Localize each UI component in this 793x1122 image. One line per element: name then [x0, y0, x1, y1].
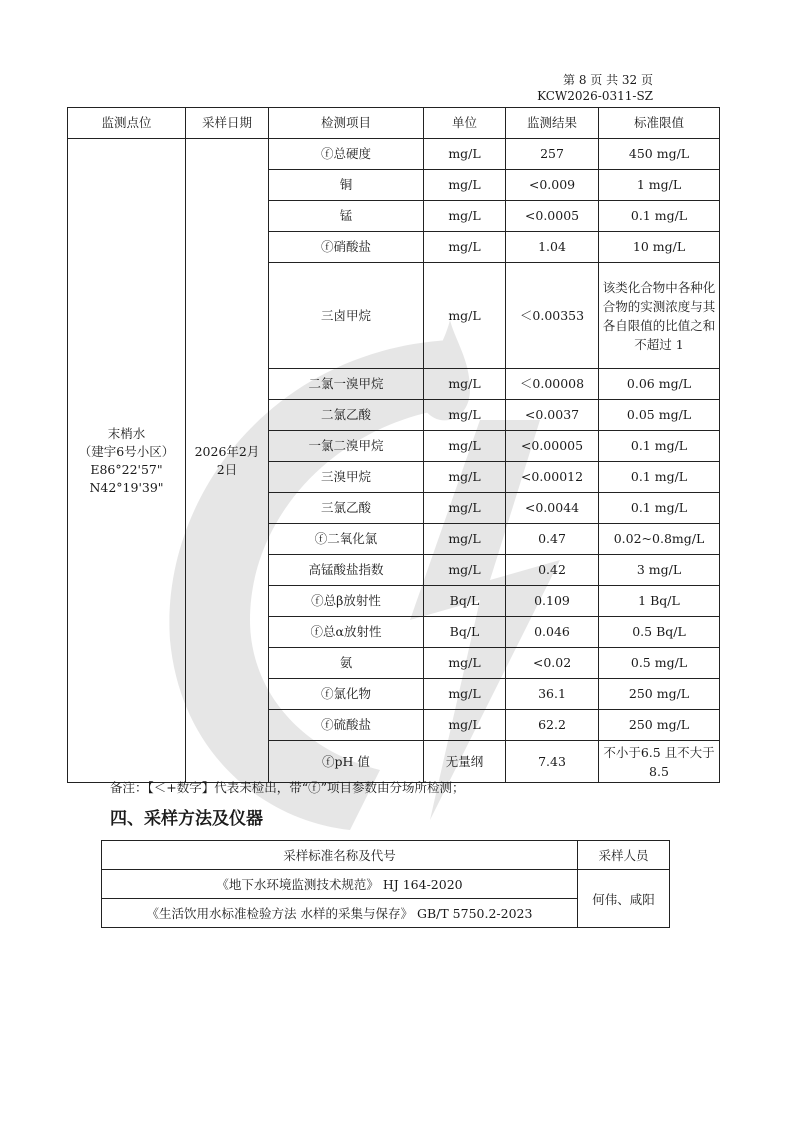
col-header-date: 采样日期 — [186, 108, 269, 139]
results-table — [67, 107, 720, 783]
item-cell: ⓕpH 值 — [269, 741, 424, 783]
unit-cell: mg/L — [424, 462, 506, 493]
result-cell: 0.046 — [506, 617, 599, 648]
limit-cell: 1 mg/L — [599, 170, 720, 201]
limit-cell: 0.1 mg/L — [599, 431, 720, 462]
table-row — [68, 139, 720, 170]
unit-cell: mg/L — [424, 139, 506, 170]
col-header-standard: 采样标准名称及代号 — [102, 841, 578, 870]
limit-cell: 0.1 mg/L — [599, 493, 720, 524]
sampling-methods-table — [101, 840, 670, 928]
unit-cell: mg/L — [424, 400, 506, 431]
personnel-cell: 何伟、咸阳 — [578, 870, 670, 928]
unit-cell: Bq/L — [424, 586, 506, 617]
item-cell: ⓕ硝酸盐 — [269, 232, 424, 263]
result-cell: <0.0005 — [506, 201, 599, 232]
item-cell: ⓕ硫酸盐 — [269, 710, 424, 741]
methods-header-row — [102, 841, 670, 870]
unit-cell: mg/L — [424, 555, 506, 586]
col-header-item: 检测项目 — [269, 108, 424, 139]
site-cell — [68, 139, 186, 783]
unit-cell: mg/L — [424, 679, 506, 710]
site-longitude: E86°22'57" — [90, 461, 163, 477]
standard-cell: 《地下水环境监测技术规范》 HJ 164-2020 — [102, 870, 578, 899]
col-header-limit: 标准限值 — [599, 108, 720, 139]
site-latitude: N42°19'39" — [89, 479, 164, 495]
result-cell: 7.43 — [506, 741, 599, 783]
unit-cell: mg/L — [424, 201, 506, 232]
result-cell: 0.42 — [506, 555, 599, 586]
item-cell: 三卤甲烷 — [269, 263, 424, 369]
limit-cell: 3 mg/L — [599, 555, 720, 586]
table-row — [102, 870, 670, 899]
unit-cell: 无量纲 — [424, 741, 506, 783]
item-cell: ⓕ氯化物 — [269, 679, 424, 710]
limit-cell: 不小于6.5 且不大于 8.5 — [599, 741, 720, 783]
unit-cell: mg/L — [424, 431, 506, 462]
date-cell — [186, 139, 269, 783]
limit-cell: 0.1 mg/L — [599, 201, 720, 232]
col-header-unit: 单位 — [424, 108, 506, 139]
table-note: 备注：【＜+数字】代表未检出，带“ⓕ”项目参数由分场所检测； — [110, 780, 465, 795]
limit-cell: 0.06 mg/L — [599, 369, 720, 400]
unit-cell: mg/L — [424, 648, 506, 679]
item-cell: 二氯一溴甲烷 — [269, 369, 424, 400]
col-header-result: 监测结果 — [506, 108, 599, 139]
item-cell: 二氯乙酸 — [269, 400, 424, 431]
result-cell: <0.00005 — [506, 431, 599, 462]
result-cell: <0.0037 — [506, 400, 599, 431]
limit-cell: 250 mg/L — [599, 710, 720, 741]
site-address: （建宇6号小区） — [78, 443, 175, 459]
item-cell: ⓕ总硬度 — [269, 139, 424, 170]
report-number: KCW2026-0311-SZ — [537, 89, 653, 103]
unit-cell: mg/L — [424, 170, 506, 201]
page-header — [537, 72, 653, 104]
unit-cell: Bq/L — [424, 617, 506, 648]
table-header-row — [68, 108, 720, 139]
limit-cell: 0.02~0.8mg/L — [599, 524, 720, 555]
result-cell: 1.04 — [506, 232, 599, 263]
unit-cell: mg/L — [424, 524, 506, 555]
sample-date-line2: 2日 — [216, 461, 238, 477]
limit-cell: 10 mg/L — [599, 232, 720, 263]
item-cell: ⓕ总α放射性 — [269, 617, 424, 648]
result-cell: 0.109 — [506, 586, 599, 617]
item-cell: ⓕ总β放射性 — [269, 586, 424, 617]
unit-cell: mg/L — [424, 710, 506, 741]
standard-cell: 《生活饮用水标准检验方法 水样的采集与保存》 GB/T 5750.2-2023 — [102, 899, 578, 928]
item-cell: 三氯乙酸 — [269, 493, 424, 524]
limit-cell: 0.05 mg/L — [599, 400, 720, 431]
unit-cell: mg/L — [424, 493, 506, 524]
page-info: 第 8 页 共 32 页 — [563, 73, 653, 87]
limit-cell: 0.1 mg/L — [599, 462, 720, 493]
limit-cell: 1 Bq/L — [599, 586, 720, 617]
result-cell: 0.47 — [506, 524, 599, 555]
section-title: 四、采样方法及仪器 — [110, 809, 263, 829]
item-cell: ⓕ二氧化氯 — [269, 524, 424, 555]
unit-cell: mg/L — [424, 369, 506, 400]
item-cell: 铜 — [269, 170, 424, 201]
result-cell: 257 — [506, 139, 599, 170]
result-cell: <0.00012 — [506, 462, 599, 493]
limit-cell: 0.5 Bq/L — [599, 617, 720, 648]
limit-cell: 该类化合物中各种化合物的实测浓度与其各自限值的比值之和不超过 1 — [599, 263, 720, 369]
item-cell: 三溴甲烷 — [269, 462, 424, 493]
limit-cell: 0.5 mg/L — [599, 648, 720, 679]
result-cell: <0.0044 — [506, 493, 599, 524]
item-cell: 锰 — [269, 201, 424, 232]
limit-cell: 450 mg/L — [599, 139, 720, 170]
result-cell: 36.1 — [506, 679, 599, 710]
result-cell: ＜0.00008 — [506, 369, 599, 400]
result-cell: <0.02 — [506, 648, 599, 679]
limit-cell: 250 mg/L — [599, 679, 720, 710]
unit-cell: mg/L — [424, 263, 506, 369]
sample-date-line1: 2026年2月 — [194, 443, 260, 459]
result-cell: <0.009 — [506, 170, 599, 201]
col-header-site: 监测点位 — [68, 108, 186, 139]
col-header-personnel: 采样人员 — [578, 841, 670, 870]
result-cell: ＜0.00353 — [506, 263, 599, 369]
result-cell: 62.2 — [506, 710, 599, 741]
item-cell: 氨 — [269, 648, 424, 679]
item-cell: 高锰酸盐指数 — [269, 555, 424, 586]
item-cell: 一氯二溴甲烷 — [269, 431, 424, 462]
site-name: 末梢水 — [107, 425, 146, 441]
unit-cell: mg/L — [424, 232, 506, 263]
